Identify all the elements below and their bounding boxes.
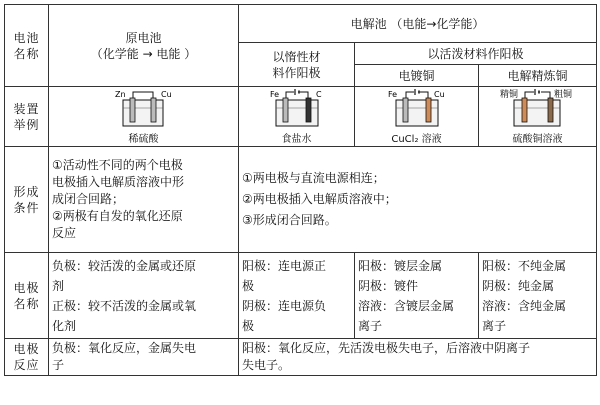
inert-cell-diagram — [262, 88, 332, 134]
plating-left-electrode-label: Fe — [387, 90, 397, 99]
plating-electrode-name-line: 阳极：镀层金属 — [358, 258, 443, 273]
formation-label-cell — [5, 147, 49, 253]
header-cell-battery-name — [5, 5, 49, 87]
header-cell-galvanic — [49, 5, 239, 87]
galvanic-formation-line: 反应 — [52, 226, 77, 240]
galvanic-electrode-name-line: 负极：较活泼的金属或还原 — [52, 258, 197, 273]
comparison-table-wrapper — [4, 4, 596, 401]
inert-right-electrode-label: C — [315, 90, 322, 99]
galvanic-cu-electrode — [151, 98, 156, 122]
electrolytic-formation-line: ②两电极插入电解质溶液中； — [242, 192, 397, 206]
header-battery-line1: 电池 — [13, 30, 40, 45]
refining-solution-label: 硫酸铜溶液 — [512, 134, 563, 145]
galvanic-formation-cell — [49, 147, 239, 253]
plating-apparatus-cell — [355, 87, 479, 147]
galvanic-subtitle: （化学能 → 电能 ） — [90, 46, 197, 61]
header-cell-electroplating — [355, 65, 479, 87]
inert-electrode-name-line: 极 — [242, 318, 255, 333]
inert-apparatus-cell — [239, 87, 355, 147]
electrode-names-label-line2: 名称 — [13, 296, 40, 311]
galvanic-formation-line: 电极插入电解质溶液中形 — [52, 175, 185, 189]
electrolytic-reaction-cell — [239, 339, 597, 376]
electrolytic-reaction-line: 失电子。 — [242, 358, 291, 372]
refining-apparatus-cell — [479, 87, 597, 147]
refining-pure-copper-electrode — [522, 98, 527, 122]
galvanic-solution-label: 稀硫酸 — [128, 134, 159, 145]
galvanic-title: 原电池 — [125, 30, 162, 45]
galvanic-electrode-name-line: 剂 — [52, 278, 65, 293]
galvanic-electrode-name-line: 化剂 — [52, 318, 77, 333]
electroplating-label: 电镀铜 — [398, 68, 435, 83]
plating-cell-diagram — [382, 88, 452, 134]
header-cell-active-anode — [355, 43, 597, 65]
galvanic-reaction-line: 子 — [52, 358, 65, 372]
header-cell-inert-anode — [239, 43, 355, 87]
header-battery-line2: 名称 — [13, 46, 40, 61]
galvanic-electrode-name-line: 正极：较不活泼的金属或氧 — [52, 298, 197, 313]
inert-fe-electrode — [283, 98, 288, 122]
electrode-reactions-label-cell — [5, 339, 49, 376]
header-cell-electrolytic — [239, 5, 597, 43]
galvanic-zn-electrode — [130, 98, 135, 122]
battery-comparison-table — [4, 4, 597, 376]
galvanic-formation-line: ①活动性不同的两个电极 — [52, 158, 183, 172]
refining-electrode-name-line: 阴极：纯金属 — [482, 278, 555, 293]
plating-cu-electrode — [426, 98, 431, 122]
inert-electrode-name-line: 极 — [242, 278, 255, 293]
electrolytic-reaction-line: 阳极：氧化反应，先活泼电极失电子，后溶液中阴离子 — [242, 341, 531, 355]
plating-solution-label: CuCl₂ 溶液 — [391, 134, 442, 145]
electrolytic-formation-cell — [239, 147, 597, 253]
electrolytic-formation-line: ③形成闭合回路。 — [242, 213, 337, 227]
electrolytic-title: 电解池 （电能→化学能） — [350, 16, 485, 31]
plating-beaker — [396, 100, 438, 126]
galvanic-formation-line: 成闭合回路； — [52, 192, 125, 206]
plating-right-electrode-label: Cu — [433, 90, 445, 99]
inert-left-electrode-label: Fe — [269, 90, 279, 99]
galvanic-formation-line: ②两极有自发的氧化还原 — [52, 209, 183, 223]
electrode-reactions-label-line1: 电极 — [13, 342, 40, 356]
formation-label-line2: 条件 — [13, 200, 40, 215]
device-label-cell — [5, 87, 49, 147]
galvanic-reaction-cell — [49, 339, 239, 376]
electrolytic-formation-line: ①两电极与直流电源相连； — [242, 171, 385, 185]
galvanic-left-electrode-label: Zn — [114, 90, 126, 99]
inert-anode-line1: 以惰性材 — [272, 49, 321, 64]
formation-label-line1: 形成 — [13, 184, 40, 199]
refining-electrode-names-cell — [479, 253, 597, 339]
galvanic-beaker — [123, 100, 163, 126]
electrode-reactions-label-line2: 反应 — [13, 358, 40, 372]
refining-right-electrode-label: 粗铜 — [553, 90, 572, 100]
refining-crude-copper-electrode — [548, 98, 553, 122]
electrode-names-label-cell — [5, 253, 49, 339]
inert-electrode-name-line: 阳极：连电源正 — [242, 258, 327, 273]
plating-electrode-name-line: 离子 — [358, 318, 383, 333]
inert-solution-label: 食盐水 — [281, 134, 312, 145]
galvanic-cell-diagram — [109, 88, 179, 134]
galvanic-apparatus-cell — [49, 87, 239, 147]
galvanic-wire — [133, 92, 153, 100]
header-cell-refining — [479, 65, 597, 87]
refining-label: 电解精炼铜 — [507, 68, 568, 83]
galvanic-reaction-line: 负极：氧化反应，金属失电 — [52, 341, 197, 355]
refining-electrode-name-line: 阳极：不纯金属 — [482, 258, 567, 273]
refining-electrode-name-line: 离子 — [482, 318, 507, 333]
refining-electrode-name-line: 溶液：含纯金属 — [482, 298, 567, 313]
electrode-names-label-line1: 电极 — [13, 280, 40, 295]
plating-electrode-name-line: 阴极：镀件 — [358, 278, 419, 293]
refining-cell-diagram — [498, 88, 578, 134]
galvanic-right-electrode-label: Cu — [160, 90, 172, 99]
inert-electrode-name-line: 阴极：连电源负 — [242, 298, 327, 313]
plating-electrode-name-line: 溶液：含镀层金属 — [358, 298, 455, 313]
inert-anode-line2: 料作阳极 — [272, 65, 321, 80]
refining-left-electrode-label: 精铜 — [499, 90, 518, 100]
plating-electrode-names-cell — [355, 253, 479, 339]
inert-beaker — [276, 100, 318, 126]
inert-electrode-names-cell — [239, 253, 355, 339]
device-label-line1: 装置 — [13, 101, 40, 116]
device-label-line2: 举例 — [13, 117, 40, 132]
galvanic-electrode-names-cell — [49, 253, 239, 339]
inert-c-electrode — [306, 98, 311, 122]
plating-fe-electrode — [403, 98, 408, 122]
active-anode-label: 以活泼材料作阳极 — [427, 46, 524, 61]
